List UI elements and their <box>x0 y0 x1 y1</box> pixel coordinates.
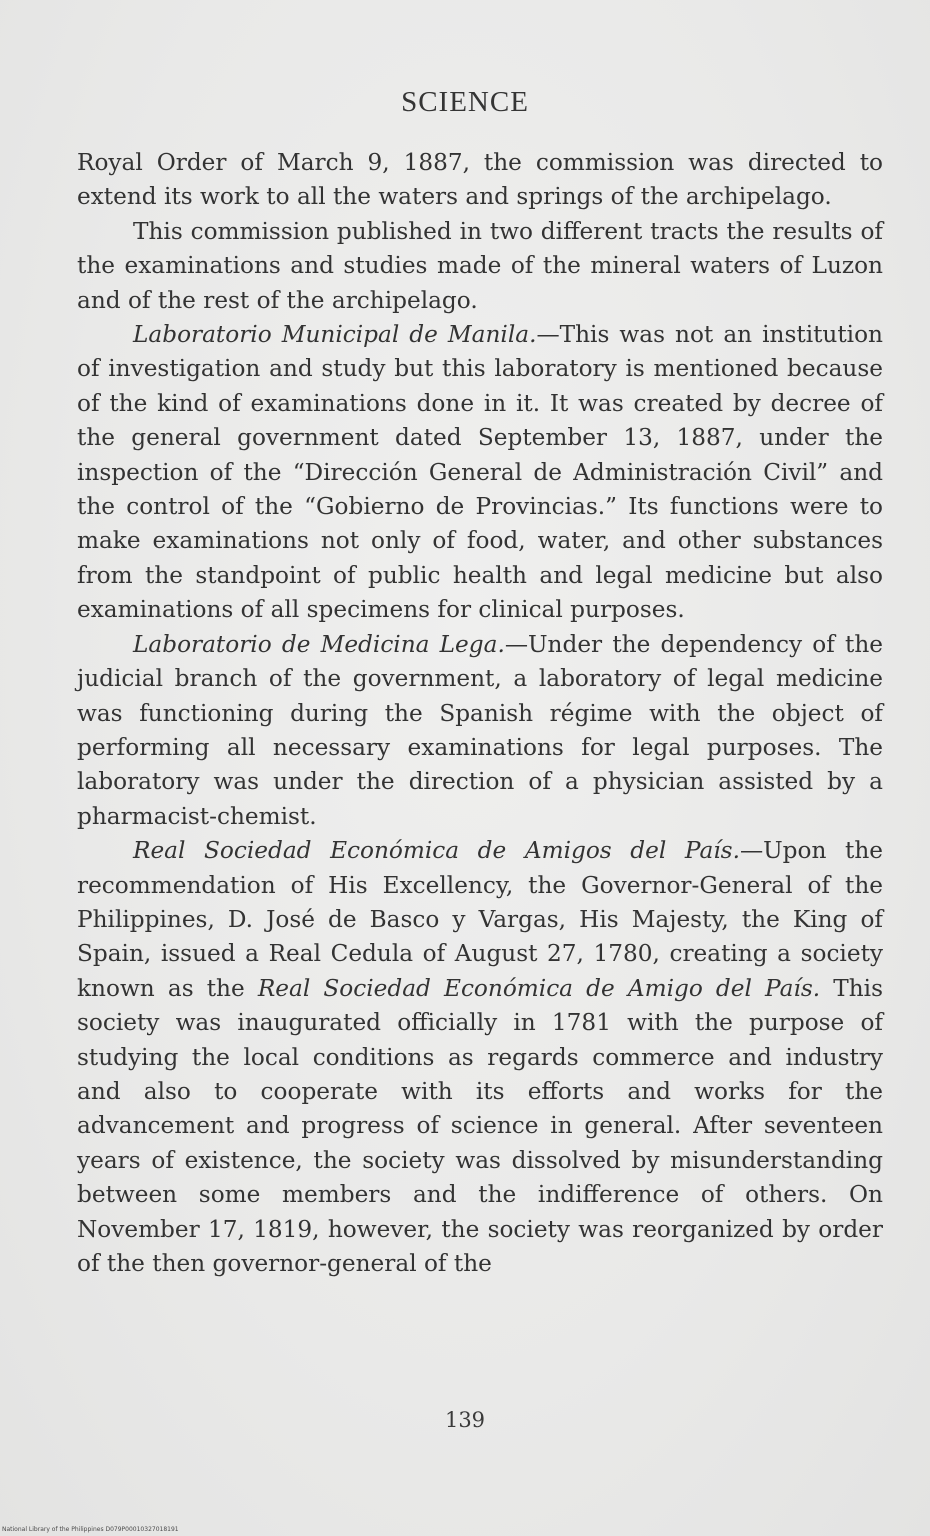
body-text <box>77 146 883 1281</box>
page-number: 139 <box>444 1408 486 1432</box>
paragraph-text: Royal Order of March 9, 1887, the commission was directed to extend its work to all the waters and springs of the archipelago. <box>77 149 883 211</box>
paragraph-text: —This was not an institution of investigation and study but this laboratory is mentioned because of the kind of examinations done in it. It was created by decree of the general government dated September 13, 1887, under the inspection of the “Dirección General de Administración Civil” and the control of the “Gobierno de Provincias.” Its functions were to make examinations not only of food, water, and other substances from the standpoint of public health and legal medicine but also examinations of all specimens for clinical purposes. <box>77 321 883 624</box>
library-stamp: National Library of the Philippines D079P00010327018191 <box>2 1526 179 1533</box>
running-head: SCIENCE <box>401 86 529 118</box>
paragraph-commission-tracts <box>77 215 883 318</box>
paragraph-laboratorio-municipal <box>77 318 883 628</box>
paragraph-laboratorio-medicina <box>77 628 883 834</box>
section-heading: Laboratorio de Medicina Lega. <box>133 630 505 658</box>
section-heading: Laboratorio Municipal de Manila. <box>133 321 537 349</box>
section-heading: Real Sociedad Económica de Amigos del País. <box>133 837 740 865</box>
paragraph-text: This society was inaugurated officially in 1781 with the purpose of studying the local conditions as regards commerce and industry and also to cooperate with its efforts and works for the advancement and progress of science in general. After seventeen years of existence, the society was dissolved by misunderstanding between some members and the indifference of others. On November 17, 1819, however, the society was reorganized by order of the then governor-general of the <box>77 974 883 1277</box>
paragraph-real-sociedad <box>77 834 883 1281</box>
paragraph-text: —Under the dependency of the judicial branch of the government, a laboratory of legal medicine was functioning during the Spanish régime with the object of performing all necessary examinations for legal purposes. The laboratory was under the direction of a physician assisted by a pharmacist-chemist. <box>77 630 883 830</box>
paragraph-text: This commission published in two different tracts the results of the examinations and studies made of the mineral waters of Luzon and of the rest of the archipelago. <box>77 217 883 314</box>
inline-italic-title: Real Sociedad Económica de Amigo del País. <box>257 974 821 1002</box>
paragraph-royal-order <box>77 146 883 215</box>
paragraph-text: —Upon the recommendation of His Excellency, the Governor-General of the Philippines, D. José de Basco y Vargas, His Majesty, the King of Spain, issued a Real Cedula of August 27, 1780, creating a society known as the <box>77 837 883 1002</box>
